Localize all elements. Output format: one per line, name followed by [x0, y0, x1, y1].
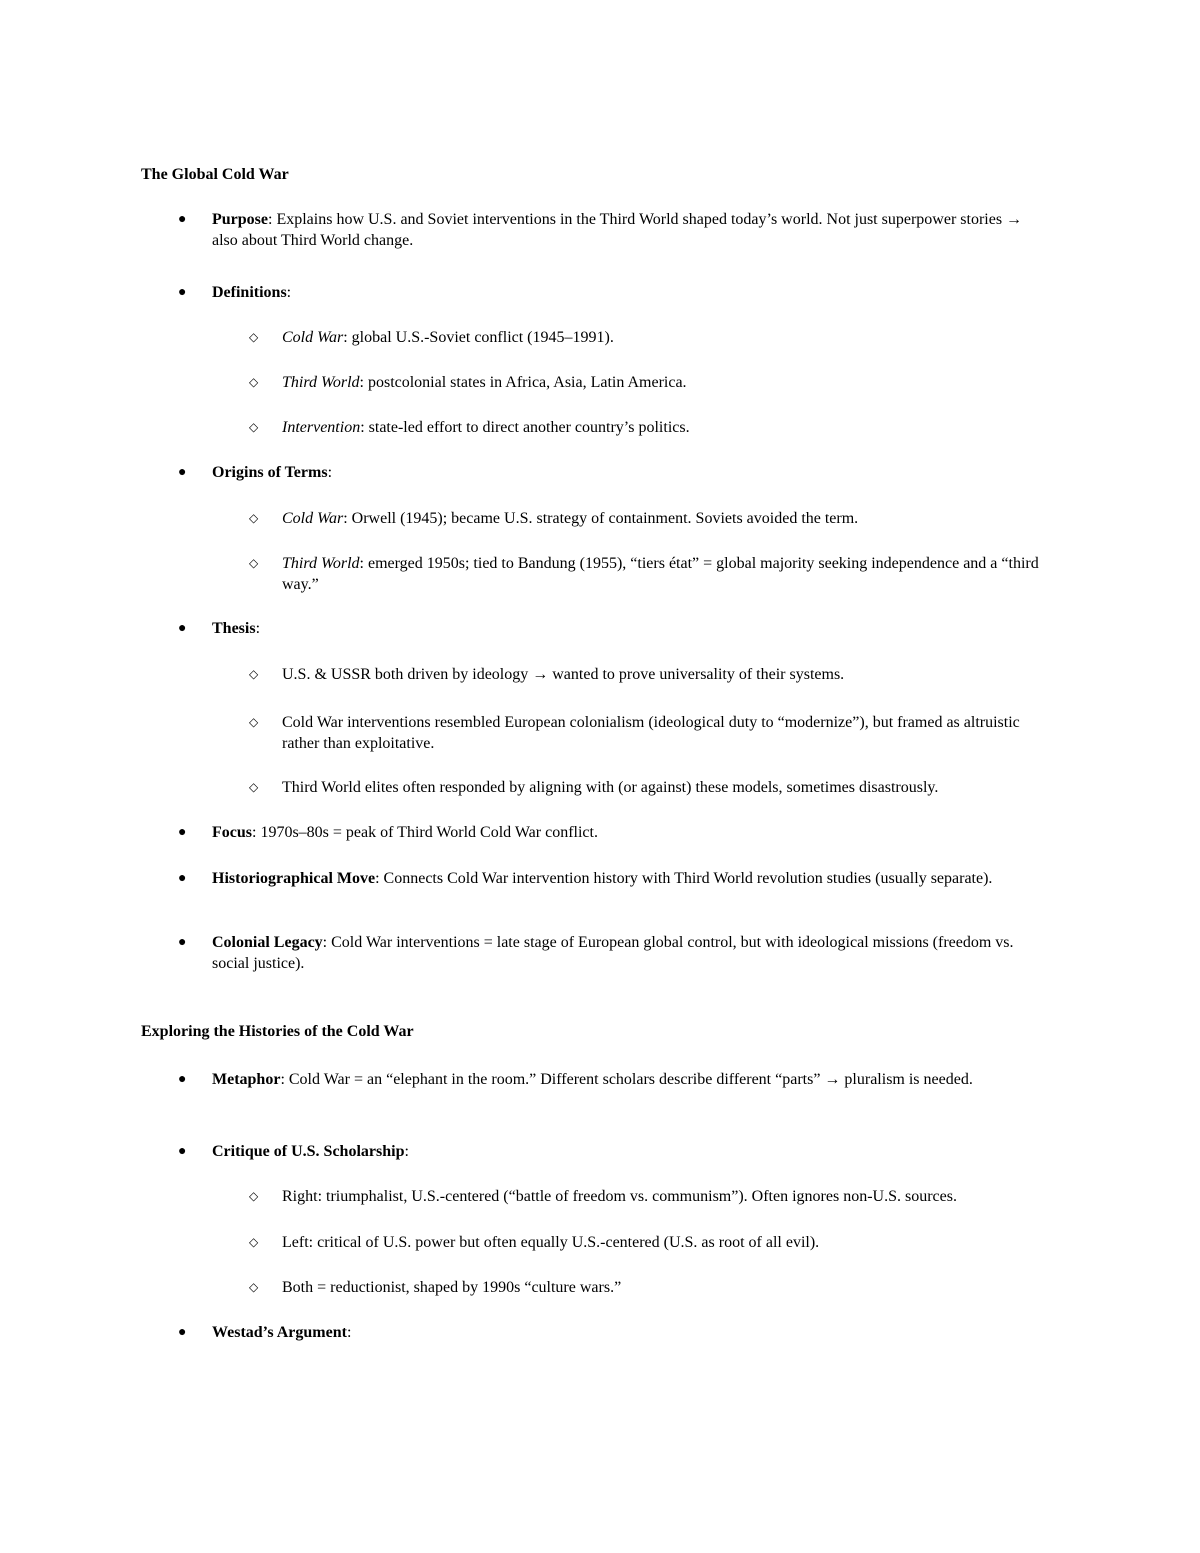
bullet-text: : Explains how U.S. and Soviet interventions in the Third World shaped today’s world. Not just superpower stories → also about Third World change. [212, 211, 1023, 249]
sub-bullet [249, 1277, 1042, 1298]
sub-bullet [249, 712, 1042, 754]
bullet-term: Focus [212, 824, 252, 841]
bullet-purpose [178, 209, 1042, 251]
bullet-icon: ● [178, 871, 187, 886]
bullet-definitions [178, 282, 1042, 303]
bullet-text: : 1970s–80s = peak of Third World Cold War conflict. [252, 824, 598, 841]
bullet-text: : [346, 1324, 352, 1341]
bullet-text: : [327, 464, 333, 481]
bullet-term: Origins of Terms [212, 464, 328, 481]
bullet-text: : Cold War interventions = late stage of European global control, but with ideological missions (freedom vs. social justice). [212, 934, 1014, 972]
sub-term: Third World [282, 374, 360, 391]
bullet-colonial [178, 932, 1042, 974]
sub-bullet [249, 553, 1042, 595]
diamond-icon: ◇ [249, 556, 259, 570]
sub-text: Right: triumphalist, U.S.-centered (“battle of freedom vs. communism”). Often ignores non-U.S. sources. [282, 1188, 957, 1205]
diamond-icon: ◇ [249, 667, 259, 681]
sub-text: : Orwell (1945); became U.S. strategy of containment. Soviets avoided the term. [343, 510, 859, 527]
sub-bullet [249, 327, 1042, 348]
bullet-term: Colonial Legacy [212, 934, 323, 951]
bullet-text: : [404, 1143, 409, 1160]
bullet-term: Thesis [212, 620, 256, 637]
bullet-historiographical [178, 868, 1042, 889]
sub-bullet [249, 417, 1042, 438]
bullet-origins [178, 462, 1042, 483]
bullet-icon: ● [178, 1325, 187, 1340]
sub-text: : state-led effort to direct another country’s politics. [360, 419, 690, 436]
sub-text: Left: critical of U.S. power but often equally U.S.-centered (U.S. as root of all evil). [282, 1234, 820, 1251]
diamond-icon: ◇ [249, 420, 259, 434]
sub-text: Cold War interventions resembled European colonialism (ideological duty to “modernize”), but framed as altruistic rather than exploitative. [282, 714, 1020, 752]
sub-text: Third World elites often responded by aligning with (or against) these models, sometimes disastrously. [282, 779, 939, 796]
bullet-term: Purpose [212, 211, 268, 228]
bullet-text: : Connects Cold War intervention history with Third World revolution studies (usually separate). [375, 870, 993, 887]
bullet-term: Metaphor [212, 1071, 281, 1088]
bullet-term: Historiographical Move [212, 870, 376, 887]
sub-term: Cold War [282, 510, 344, 527]
bullet-icon: ● [178, 285, 187, 300]
diamond-icon: ◇ [249, 375, 259, 389]
bullet-icon: ● [178, 465, 187, 480]
sub-bullet [249, 664, 1042, 685]
sub-term: Third World [282, 555, 360, 572]
sub-bullet [249, 1186, 1042, 1207]
sub-bullet [249, 508, 1042, 529]
bullet-icon: ● [178, 825, 187, 840]
bullet-thesis [178, 618, 1042, 639]
sub-text: : global U.S.-Soviet conflict (1945–1991). [343, 329, 614, 346]
bullet-icon: ● [178, 935, 187, 950]
sub-bullet [249, 777, 1042, 798]
bullet-icon: ● [178, 621, 187, 636]
bullet-term: Westad’s Argument [212, 1324, 347, 1341]
bullet-term: Critique of U.S. Scholarship [212, 1143, 405, 1160]
diamond-icon: ◇ [249, 330, 259, 344]
sub-term: Cold War [282, 329, 344, 346]
sub-text: : emerged 1950s; tied to Bandung (1955), “tiers état” = global majority seeking independence and a “third way.” [282, 555, 1039, 593]
bullet-focus [178, 822, 1042, 843]
bullet-icon: ● [178, 212, 187, 227]
bullet-westad [178, 1322, 1042, 1343]
bullet-text: : [255, 620, 261, 637]
sub-term: Intervention [282, 419, 361, 436]
sub-text: U.S. & USSR both driven by ideology → wanted to prove universality of their systems. [282, 666, 845, 683]
bullet-icon: ● [178, 1072, 187, 1087]
sub-text: Both = reductionist, shaped by 1990s “culture wars.” [282, 1279, 622, 1296]
diamond-icon: ◇ [249, 715, 259, 729]
bullet-metaphor [178, 1069, 1042, 1090]
bullet-icon: ● [178, 1144, 187, 1159]
bullet-text: : Cold War = an “elephant in the room.” Different scholars describe different “parts” → pluralism is needed. [280, 1071, 973, 1088]
sub-bullet [249, 372, 1042, 393]
bullet-term: Definitions [212, 284, 287, 301]
diamond-icon: ◇ [249, 1189, 259, 1203]
sub-text: : postcolonial states in Africa, Asia, Latin America. [359, 374, 687, 391]
bullet-text: : [286, 284, 292, 301]
diamond-icon: ◇ [249, 780, 259, 794]
diamond-icon: ◇ [249, 1280, 259, 1294]
diamond-icon: ◇ [249, 511, 259, 525]
diamond-icon: ◇ [249, 1235, 259, 1249]
bullet-critique [178, 1141, 1042, 1162]
sub-bullet [249, 1232, 1042, 1253]
section-heading: The Global Cold War [141, 166, 289, 183]
section-heading: Exploring the Histories of the Cold War [141, 1023, 414, 1040]
